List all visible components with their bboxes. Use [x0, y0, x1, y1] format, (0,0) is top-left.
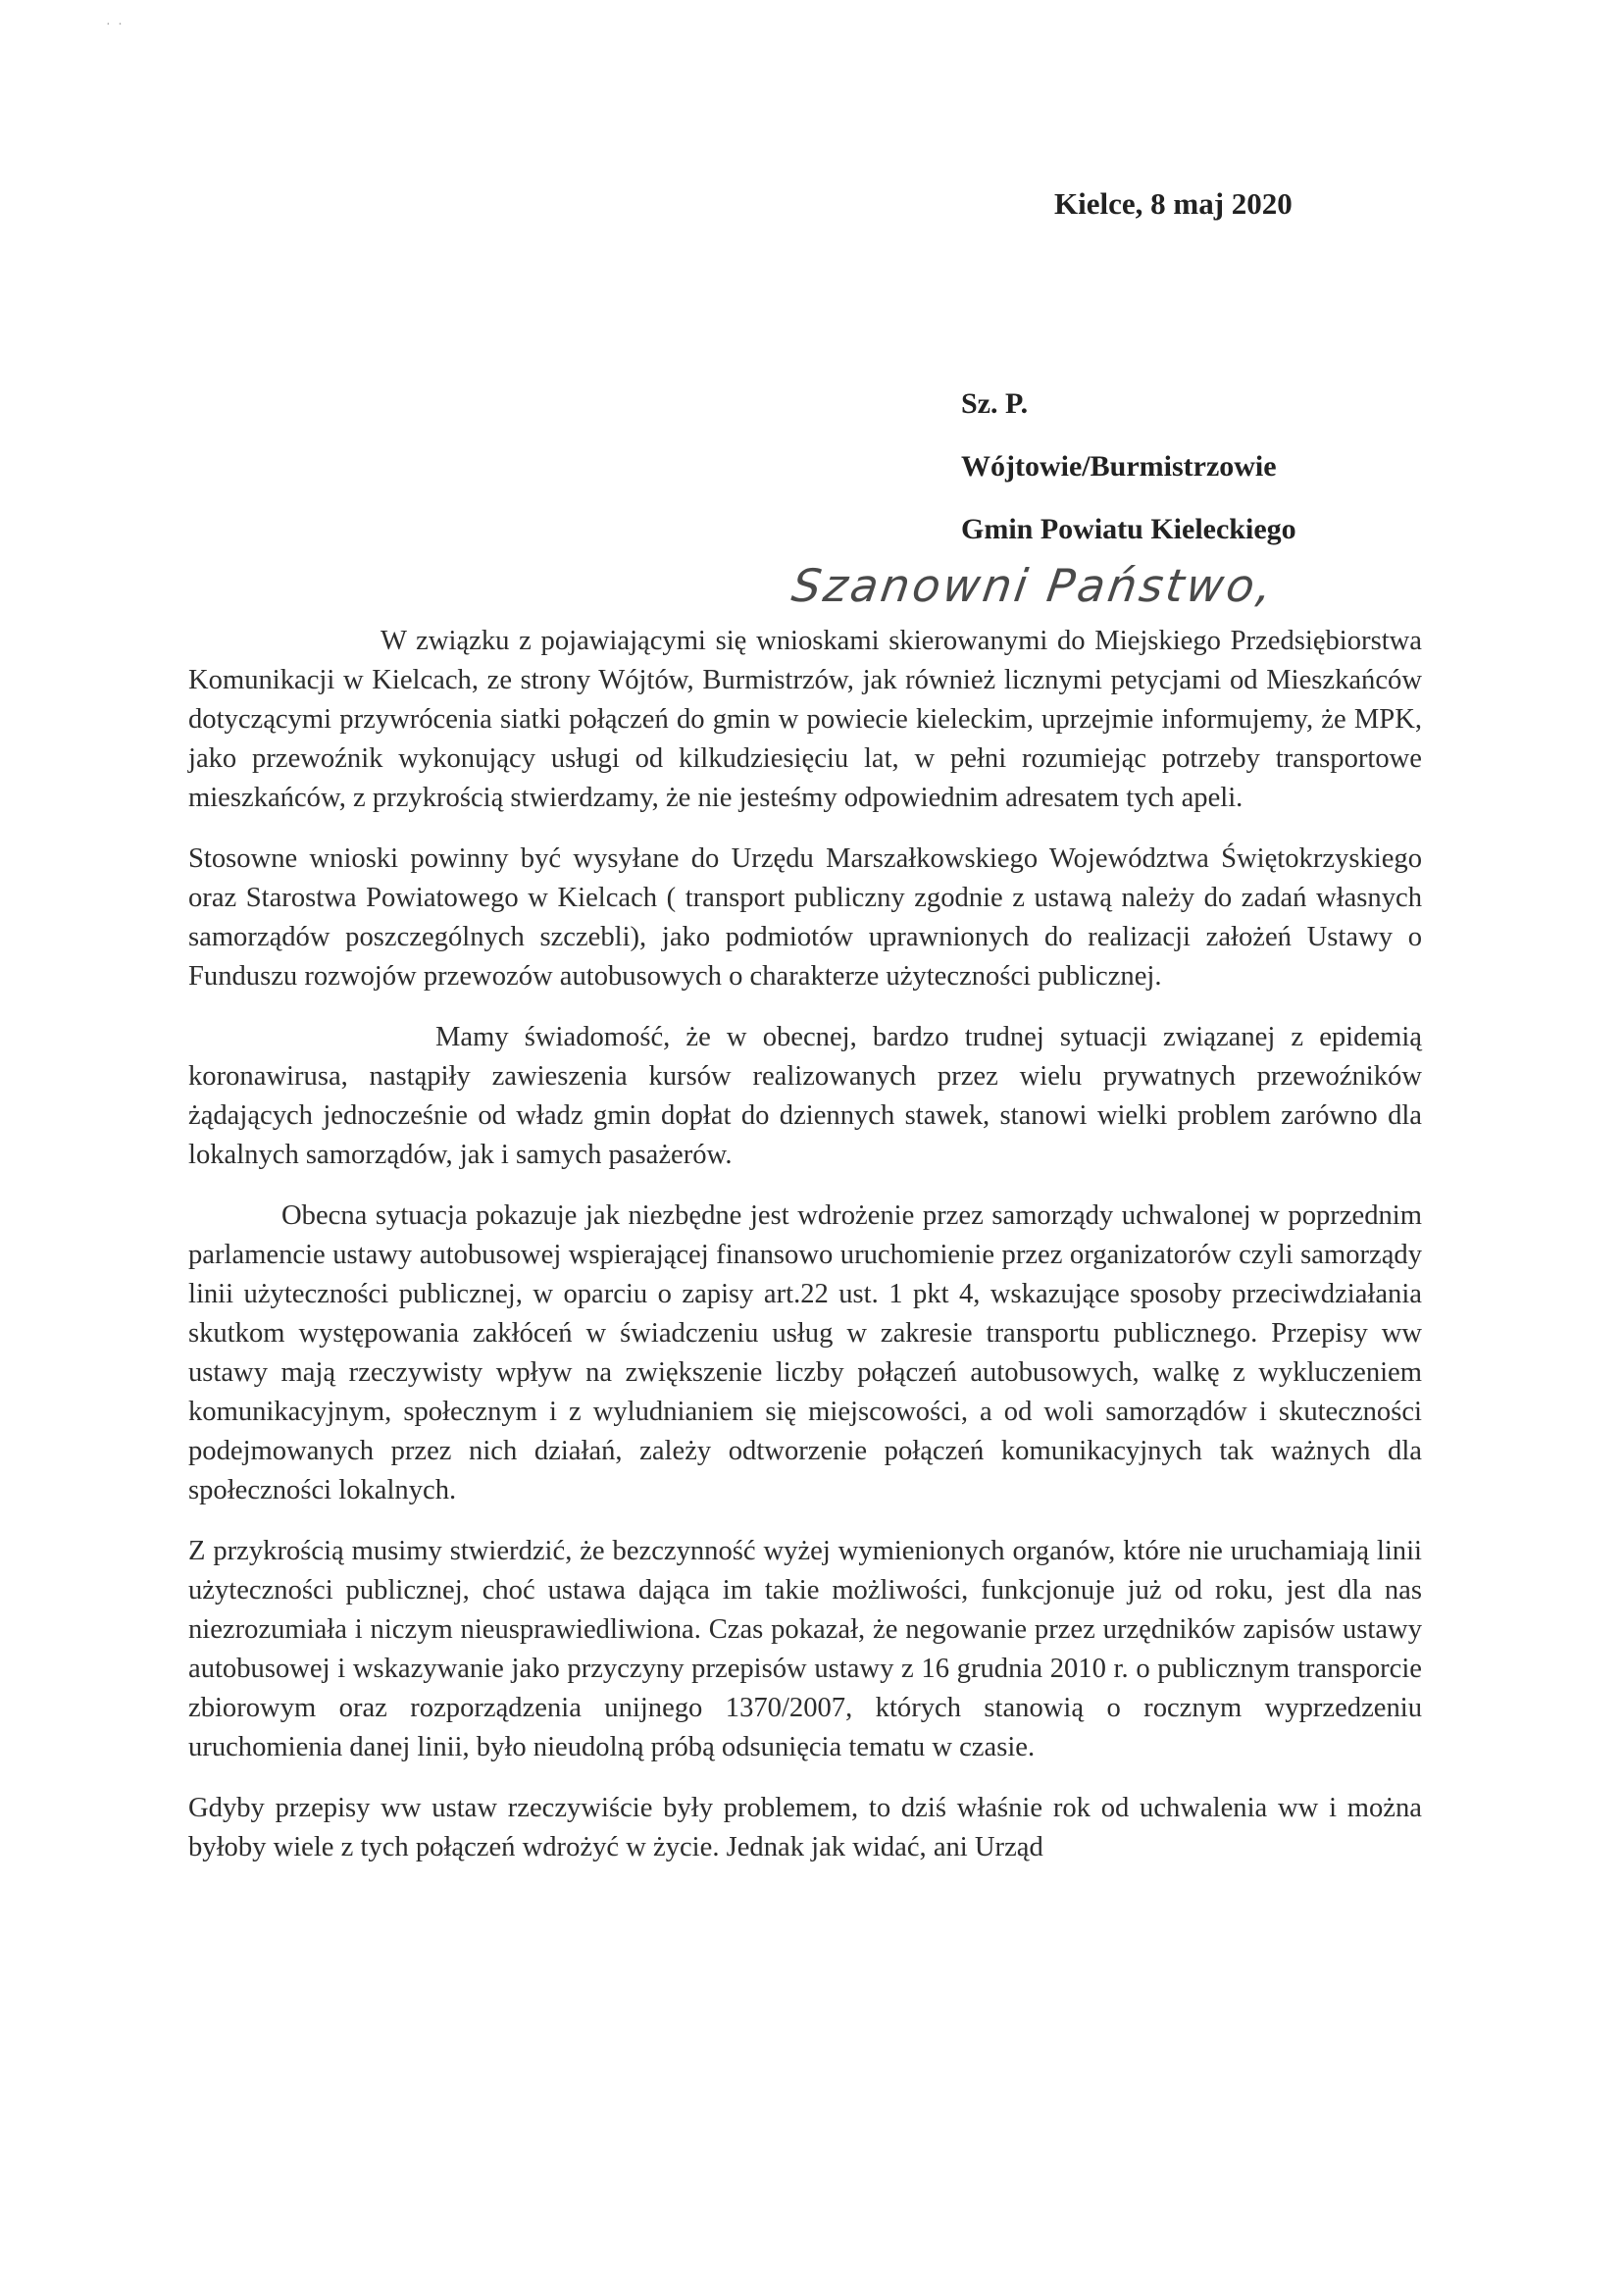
- addressee-block: [961, 373, 1296, 561]
- paragraph-6: Gdyby przepisy ww ustaw rzeczywiście były problemem, to dziś właśnie rok od uchwalenia ww i można byłoby wiele z tych połączeń wdrożyć w życie. Jednak jak widać, ani Urząd: [188, 1793, 1422, 1862]
- letter-body: [188, 622, 1422, 1889]
- scan-mark: · ·: [106, 18, 125, 32]
- addressee-line-2: Wójtowie/Burmistrzowie: [961, 450, 1277, 483]
- paragraph-5: Z przykrością musimy stwierdzić, że bezczynność wyżej wymienionych organów, które nie uruchamiają linii użyteczności publicznej, choć ustawa dająca im takie możliwości, funkcjonuje już od roku, jest dla nas niezrozumiała i niczym nieusprawiedliwiona. Czas pokazał, że negowanie przez urzędników zapisów ustawy autobusowej i wskazywanie jako przyczyny przepisów ustawy z 16 grudnia 2010 r. o publicznym transporcie zbiorowym oraz rozporządzenia unijnego 1370/2007, których stanowią o rocznym wyprzedzeniu uruchomienia danej linii, było nieudolną próbą odsunięcia tematu w czasie.: [188, 1536, 1422, 1762]
- addressee-line-1: Sz. P.: [961, 387, 1029, 420]
- paragraph-3: Mamy świadomość, że w obecnej, bardzo trudnej sytuacji związanej z epidemią koronawirusa, nastąpiły zawieszenia kursów realizowanych przez wielu prywatnych przewoźników żądających jednocześnie od władz gmin dopłat do dziennych stawek, stanowi wielki problem zarówno dla lokalnych samorządów, jak i samych pasażerów.: [188, 1022, 1422, 1170]
- paragraph-4: Obecna sytuacja pokazuje jak niezbędne jest wdrożenie przez samorządy uchwalonej w poprzednim parlamencie ustawy autobusowej wspierającej finansowo uruchomienie przez organizatorów czyli samorządy linii użyteczności publicznej, w oparciu o zapisy art.22 ust. 1 pkt 4, wskazujące sposoby przeciwdziałania skutkom występowania zakłóceń w świadczeniu usług w zakresie transportu publicznego. Przepisy ww ustawy mają rzeczywisty wpływ na zwiększenie liczby połączeń autobusowych, walkę z wykluczeniem komunikacyjnym, społecznym i z wyludnianiem się miejscowości, a od woli samorządów i skuteczności podejmowanych przez nich działań, zależy odtworzenie połączeń komunikacyjnych tak ważnych dla społeczności lokalnych.: [188, 1200, 1422, 1505]
- letter-date: Kielce, 8 maj 2020: [1054, 186, 1293, 221]
- addressee-line-3: Gmin Powiatu Kieleckiego: [961, 513, 1296, 545]
- paragraph-1: W związku z pojawiającymi się wnioskami skierowanymi do Miejskiego Przedsiębiorstwa Komunikacji w Kielcach, ze strony Wójtów, Burmistrzów, jak również licznymi petycjami od Mieszkańców dotyczącymi przywrócenia siatki połączeń do gmin w powiecie kieleckim, uprzejmie informujemy, że MPK, jako przewoźnik wykonujący usługi od kilkudziesięciu lat, w pełni rozumiejąc potrzeby transportowe mieszkańców, z przykrością stwierdzamy, że nie jesteśmy odpowiednim adresatem tych apeli.: [188, 626, 1422, 813]
- paragraph-2: Stosowne wnioski powinny być wysyłane do Urzędu Marszałkowskiego Województwa Świętokrzyskiego oraz Starostwa Powiatowego w Kielcach ( transport publiczny zgodnie z ustawą należy do zadań własnych samorządów poszczególnych szczebli), jako podmiotów uprawnionych do realizacji założeń Ustawy o Funduszu rozwojów przewozów autobusowych o charakterze użyteczności publicznej.: [188, 843, 1422, 992]
- handwritten-salutation: Szanowni Państwo,: [788, 559, 1279, 612]
